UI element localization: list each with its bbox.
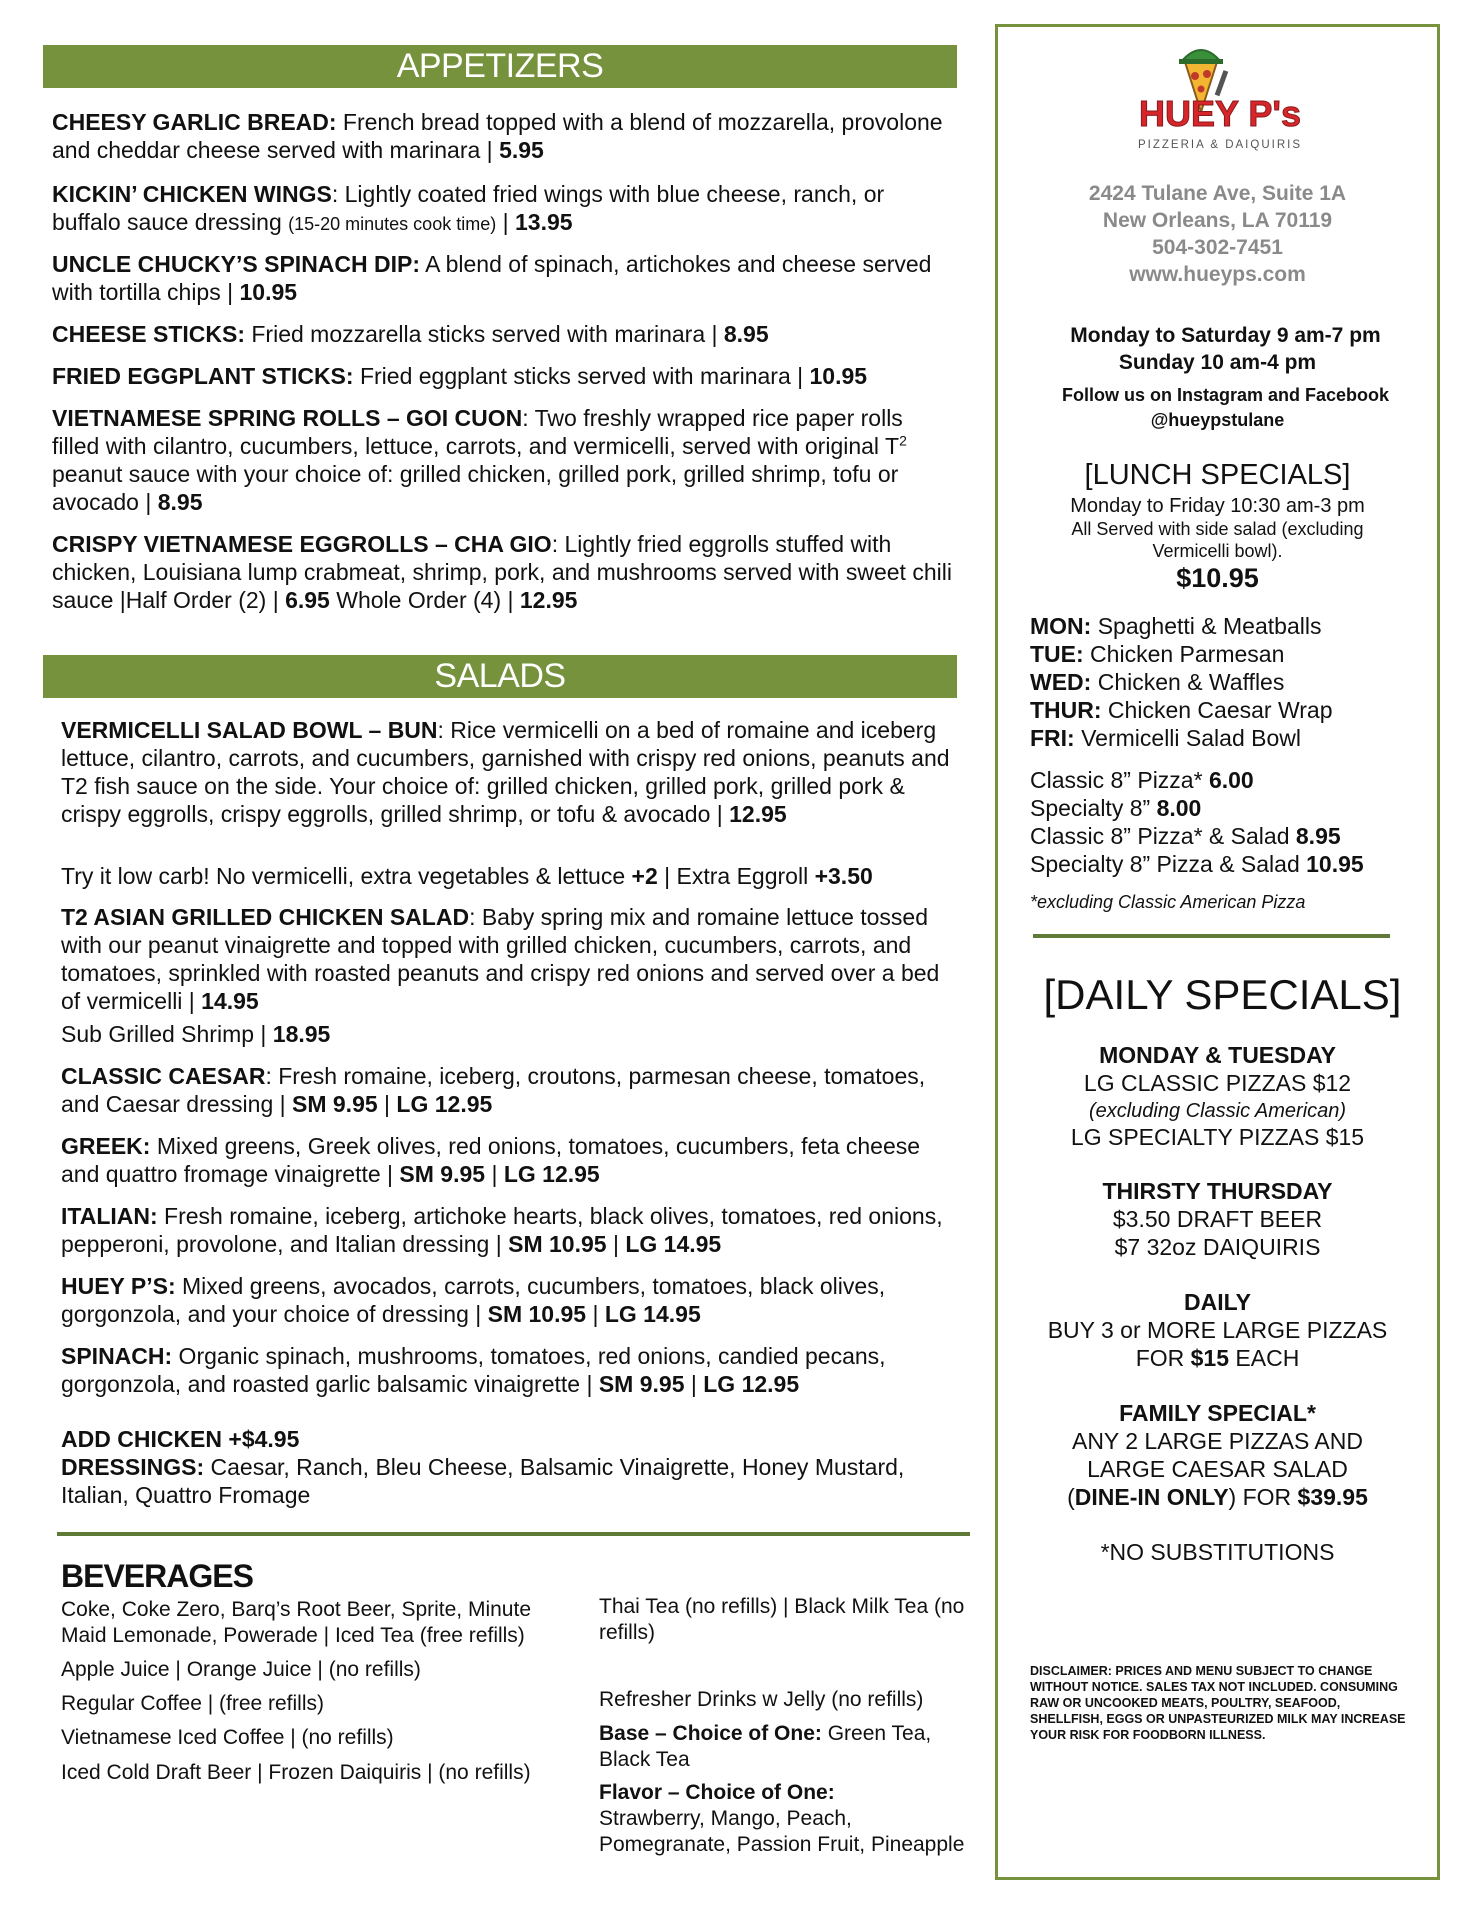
monday-tuesday-line-2: (excluding Classic American) bbox=[1088, 1100, 1347, 1122]
disclaimer: DISCLAIMER: PRICES AND MENU SUBJECT TO CHANGE WITHOUT NOTICE. SALES TAX NOT INCLUDED. CONSUMING RAW OR UNCOOKED MEATS, POULTRY, SEAFOOD, SHELLFISH, EGGS OR UNPASTEURIZED MILK MAY INCREASE YOUR RISK FOR FOODBORN ILLNESS. bbox=[1030, 1664, 1406, 1742]
lunch-day-fri: FRI: Vermicelli Salad Bowl bbox=[1030, 725, 1301, 751]
menu-item-asian-chicken-salad: T2 ASIAN GRILLED CHICKEN SALAD: Baby spring mix and romaine lettuce tossed with our peanut vinaigrette and topped with grilled chicken, cucumbers, carrots, and tomatoes, sprinkled with roasted peanuts and crispy red onions and served over a bed of vermicelli | 14.95 bbox=[61, 904, 940, 1014]
follow-text: Follow us on Instagram and Facebook bbox=[1061, 385, 1390, 405]
lunch-day-thur: THUR: Chicken Caesar Wrap bbox=[1030, 697, 1333, 723]
daily-title: DAILY bbox=[1184, 1289, 1251, 1315]
family-special-title: FAMILY SPECIAL* bbox=[1119, 1400, 1316, 1426]
daily-line-2: FOR $15 EACH bbox=[1135, 1345, 1300, 1371]
pizza-deal: Specialty 8” Pizza & Salad 10.95 bbox=[1030, 851, 1364, 877]
hours-sunday: Sunday 10 am-4 pm bbox=[1118, 351, 1317, 374]
svg-text:PIZZERIA & DAIQUIRIS: PIZZERIA & DAIQUIRIS bbox=[1138, 139, 1302, 151]
lunch-day-tue: TUE: Chicken Parmesan bbox=[1030, 641, 1285, 667]
salads-heading: SALADS bbox=[43, 655, 957, 698]
thirsty-thursday-line-2: $7 32oz DAIQUIRIS bbox=[1114, 1234, 1321, 1260]
appetizers-heading: APPETIZERS bbox=[43, 45, 957, 88]
menu-item-italian: ITALIAN: Fresh romaine, iceberg, artichoke hearts, black olives, tomatoes, red onions, pepperoni, provolone, and Italian dressing | SM 10.95 | LG 14.95 bbox=[61, 1203, 943, 1257]
menu-item-spinach-dip: UNCLE CHUCKY’S SPINACH DIP: A blend of spinach, artichokes and cheese served with tortilla chips | 10.95 bbox=[52, 251, 932, 305]
beverage-base: Base – Choice of One: Green Tea, Black Tea bbox=[599, 1722, 932, 1771]
beverage-thai-tea: Thai Tea (no refills) | Black Milk Tea (no refills) bbox=[599, 1595, 965, 1644]
svg-text:HUEY P's: HUEY P's bbox=[1139, 93, 1301, 134]
menu-item-cheese-sticks: CHEESE STICKS: Fried mozzarella sticks served with marinara | 8.95 bbox=[52, 321, 769, 347]
menu-item-sub-shrimp: Sub Grilled Shrimp | 18.95 bbox=[61, 1021, 331, 1047]
address-line-2: New Orleans, LA 70119 bbox=[1102, 209, 1333, 232]
dressings: DRESSINGS: Caesar, Ranch, Bleu Cheese, Balsamic Vinaigrette, Honey Mustard, Italian, Quattro Fromage bbox=[61, 1454, 905, 1508]
monday-tuesday-line-1: LG CLASSIC PIZZAS $12 bbox=[1083, 1070, 1352, 1096]
menu-item-spinach-salad: SPINACH: Organic spinach, mushrooms, tomatoes, red onions, candied pecans, gorgonzola, and roasted garlic balsamic vinaigrette | SM 9.95 | LG 12.95 bbox=[61, 1343, 886, 1397]
beverage-beer: Iced Cold Draft Beer | Frozen Daiquiris | (no refills) bbox=[61, 1761, 531, 1784]
lunch-day-mon: MON: Spaghetti & Meatballs bbox=[1030, 613, 1322, 639]
beverage-coffee: Regular Coffee | (free refills) bbox=[61, 1692, 325, 1715]
pizza-deal: Specialty 8” 8.00 bbox=[1030, 795, 1202, 821]
pizza-note: *excluding Classic American Pizza bbox=[1030, 892, 1306, 912]
family-special-line-2: LARGE CAESAR SALAD bbox=[1087, 1456, 1348, 1482]
lunch-price: $10.95 bbox=[1176, 563, 1259, 593]
sidebar-divider bbox=[1033, 934, 1390, 938]
no-substitutions: *NO SUBSTITUTIONS bbox=[1100, 1539, 1335, 1565]
pizza-deal: Classic 8” Pizza* 6.00 bbox=[1030, 767, 1254, 793]
daily-specials-title: [DAILY SPECIALS] bbox=[1043, 971, 1402, 1018]
menu-item-vermicelli-bowl: VERMICELLI SALAD BOWL – BUN: Rice vermicelli on a bed of romaine and iceberg lettuce, cilantro, carrots, and cucumbers, garnished with crispy red onions, peanuts and T2 fish sauce on the side. Your choice of: grilled chicken, grilled pork, grilled pork & crispy eggrolls, crispy eggrolls, grilled shrimp, or tofu & avocado | 12.95 bbox=[61, 717, 950, 827]
menu-item-cheesy-garlic-bread: CHEESY GARLIC BREAD: French bread topped with a blend of mozzarella, provolone and cheddar cheese served with marinara | 5.95 bbox=[52, 109, 943, 163]
daily-line-1: BUY 3 or MORE LARGE PIZZAS bbox=[1047, 1317, 1388, 1343]
hueyps-logo bbox=[1115, 34, 1325, 170]
thirsty-thursday-title: THIRSTY THURSDAY bbox=[1102, 1178, 1333, 1204]
menu-item-eggplant-sticks: FRIED EGGPLANT STICKS: Fried eggplant sticks served with marinara | 10.95 bbox=[52, 363, 868, 389]
family-special-line-1: ANY 2 LARGE PIZZAS AND bbox=[1071, 1428, 1363, 1454]
menu-item-hueyps-salad: HUEY P’S: Mixed greens, avocados, carrots, cucumbers, tomatoes, black olives, gorgonzola, and your choice of dressing | SM 10.95 | LG 14.95 bbox=[61, 1273, 886, 1327]
menu-item-spring-rolls: VIETNAMESE SPRING ROLLS – GOI CUON: Two freshly wrapped rice paper rolls filled with cilantro, cucumbers, lettuce, carrots, and vermicelli, served with original $T^2$ peanut sauce with your choice of: grilled chicken, grilled pork, grilled shrimp, tofu or avocado | 8.95 bbox=[52, 405, 907, 515]
lunch-day-wed: WED: Chicken & Waffles bbox=[1030, 669, 1285, 695]
divider bbox=[57, 1532, 970, 1536]
menu-item-chicken-wings: KICKIN’ CHICKEN WINGS: Lightly coated fried wings with blue cheese, ranch, or buffalo sauce dressing (15-20 minutes cook time) | 13.95 bbox=[52, 181, 885, 235]
menu-item-low-carb: Try it low carb! No vermicelli, extra vegetables & lettuce +2 | Extra Eggroll +3.50 bbox=[61, 863, 873, 889]
beverage-iced-coffee: Vietnamese Iced Coffee | (no refills) bbox=[61, 1726, 394, 1749]
address-line-1: 2424 Tulane Ave, Suite 1A bbox=[1088, 182, 1347, 205]
family-special-line-3: (DINE-IN ONLY) FOR $39.95 bbox=[1067, 1484, 1368, 1510]
lunch-day-list bbox=[1030, 612, 1333, 752]
website-link[interactable]: www.hueyps.com bbox=[1129, 263, 1306, 286]
monday-tuesday-title: MONDAY & TUESDAY bbox=[1099, 1042, 1336, 1068]
phone-number: 504-302-7451 bbox=[1152, 236, 1283, 259]
menu-item-greek: GREEK: Mixed greens, Greek olives, red onions, tomatoes, cucumbers, feta cheese and quattro fromage vinaigrette | SM 9.95 | LG 12.95 bbox=[61, 1133, 921, 1187]
add-chicken: ADD CHICKEN +$4.95 bbox=[61, 1426, 300, 1452]
lunch-specials-title: [LUNCH SPECIALS] bbox=[1084, 459, 1351, 491]
menu-item-eggrolls: CRISPY VIETNAMESE EGGROLLS – CHA GIO: Lightly fried eggrolls stuffed with chicken, Louisiana lump crabmeat, shrimp, pork, and mushrooms served with sweet chili sauce |Half Order (2) | 6.95 Whole Order (4) | 12.95 bbox=[52, 531, 952, 613]
thirsty-thursday-line-1: $3.50 DRAFT BEER bbox=[1112, 1206, 1323, 1232]
beverages-heading: BEVERAGES bbox=[61, 1558, 253, 1594]
pizza-deal: Classic 8” Pizza* & Salad 8.95 bbox=[1030, 823, 1341, 849]
social-handle[interactable]: @hueypstulane bbox=[1150, 410, 1285, 430]
menu-item-classic-caesar: CLASSIC CAESAR: Fresh romaine, iceberg, croutons, parmesan cheese, tomatoes, and Caesar dressing | SM 9.95 | LG 12.95 bbox=[61, 1063, 926, 1117]
hours-weekdays: Monday to Saturday 9 am-7 pm bbox=[1070, 324, 1381, 347]
beverage-refresher: Refresher Drinks w Jelly (no refills) bbox=[599, 1688, 924, 1711]
beverage-sodas: Coke, Coke Zero, Barq’s Root Beer, Sprite, Minute Maid Lemonade, Powerade | Iced Tea (free refills) bbox=[61, 1598, 531, 1647]
lunch-note: All Served with side salad (excluding Vermicelli bowl). bbox=[1071, 519, 1364, 561]
beverage-juices: Apple Juice | Orange Juice | (no refills) bbox=[61, 1658, 421, 1681]
pizza-deal-list bbox=[1030, 766, 1364, 878]
sidebar-panel bbox=[995, 24, 1440, 1880]
lunch-hours: Monday to Friday 10:30 am-3 pm bbox=[1070, 495, 1365, 517]
beverage-flavor: Flavor – Choice of One: Strawberry, Mango, Peach, Pomegranate, Passion Fruit, Pineapple bbox=[599, 1781, 965, 1856]
monday-tuesday-line-3: LG SPECIALTY PIZZAS $15 bbox=[1070, 1124, 1365, 1150]
